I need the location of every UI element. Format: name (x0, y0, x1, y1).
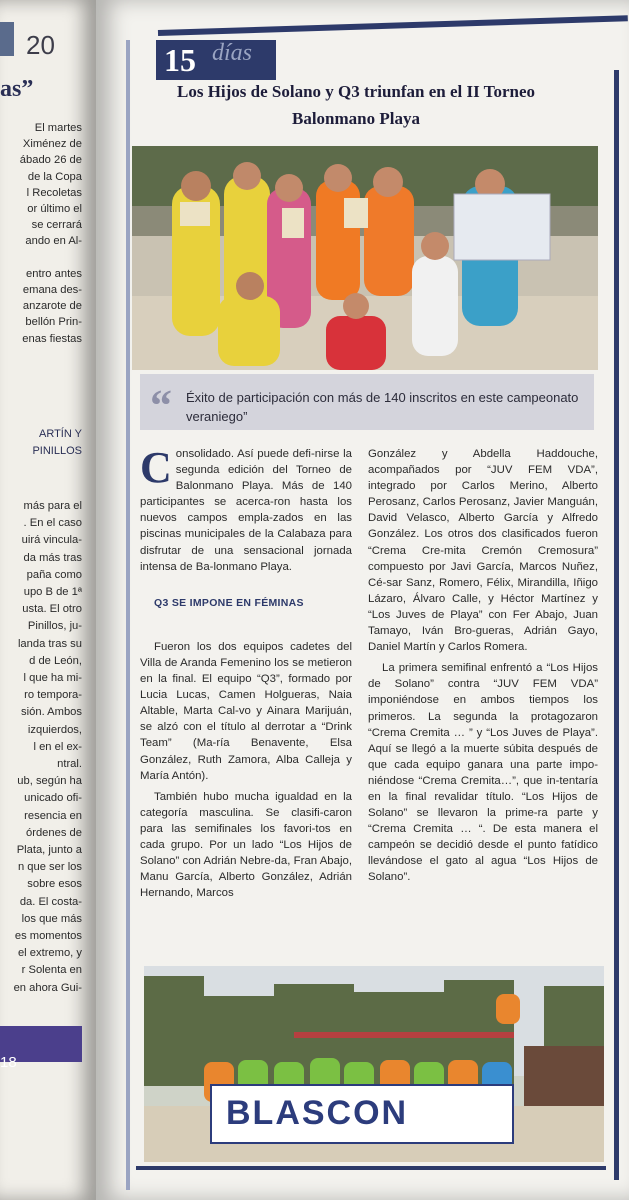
snippet_bottom-line: n que ser los (17, 861, 82, 874)
frame-right-rule (614, 70, 619, 1180)
left-page (0, 0, 96, 1200)
left-page-footer-number: 18 (0, 1054, 17, 1071)
frame-top-rule (158, 15, 628, 36)
snippet_bottom-line: ntral. (57, 758, 82, 770)
snippet_bottom-line: es momentos (14, 930, 82, 942)
page-tab (0, 22, 14, 56)
left-page-number: 20 (26, 30, 55, 60)
subtitle-line: ARTÍN Y (39, 428, 82, 440)
pull-quote (140, 374, 594, 430)
drop-cap: C (140, 443, 172, 492)
snippet_bottom-line: d de León, (29, 654, 82, 667)
column1-paragraph-2: Fueron los dos equipos cadetes del Villa de Aranda Femenino los se metieron en la final. El equipo “Q3”, formado por Lucia Lucas, Camen Holgueras, Naia Altable, Marta Cal-vo y Ainara Marijuán, se alzó con el título al derrotar a “Drink Team” (Ma-ría Benavente, Elsa González, Ruth Zamora, Alba Calleja y María Antón). (140, 640, 352, 782)
snippet_bottom-line: paña como (26, 568, 82, 581)
column1-paragraph-3: También hubo mucha igualdad en la categoría masculina. Se clasifi-caron para las semifinales los favori-tos en cada grupo. Por un lado “Los Hijos de Solano” con Adrián Nebre-da, Fran Abajo, Manu García, Alberto González, Adrián Hernando, Marcos (140, 790, 352, 900)
column2-paragraph-2: La primera semifinal enfrentó a “Los Hijos de Solano” contra “JUV FEM VDA” imponiéndose en ambos tiempos los primeros. La segunda la protagozaron “Crema Cremita … ” y “Los Juves de Playa”. Aquí se llegó a la muerte súbita después de que cada equipo ganara una parte impo-niéndose “Crema Cremita…”, que in-tentaría en la final revalidar título. “Los Hijos de Solano” se llevaron la prime-ra parte y “Crema Cremita … “. De esta manera el campeón se decidió desde el punto fatídico llevándose el gato al agua “Los Hijos de Solano”. (368, 662, 598, 884)
snippet_bottom-line: resencia en (24, 809, 82, 822)
headline: Los Hijos de Solano y Q3 triunfan en el II Torneo Balonmano Playa (176, 82, 535, 128)
snippet_bottom-line: landa tras su (17, 637, 82, 650)
snippet_bottom-line: r Solenta en (21, 964, 82, 977)
snippet_bottom-line: en ahora Gui- (13, 981, 82, 994)
snippet_top-line: bellón Prin- (25, 316, 82, 329)
snippet_bottom-line: el extremo, y (17, 947, 82, 960)
snippet_bottom-line: . En el caso (23, 517, 82, 530)
snippet_top-line: El martes (34, 122, 82, 134)
column1-intro: onsolidado. Así puede defi-nirse la segunda edición del Torneo de Balonmano Playa. Más de 140 participantes se acerca-ron hasta los nuevos campos empla-zados en las piscinas municipales de la Calabaza para disfrutar de una sensacional jornada intensa de Ba-lonmano Playa. (140, 448, 352, 573)
snippet_bottom-line: l en el ex- (33, 740, 82, 753)
snippet_top-line: or último el (27, 203, 82, 215)
sponsor-banner (210, 1084, 514, 1144)
snippet_bottom-line: da. El costa- (19, 895, 82, 908)
subtitle-line: PINILLOS (32, 445, 82, 457)
snippet_bottom-line: uirá vincula- (21, 534, 82, 547)
column2-paragraph-1: González y Abdella Haddouche, acompañados por “JUV FEM VDA”, integrado por Carlos Merino, Alberto Perosanz, Carlos Perosanz, Javier Manguán, David Velasco, Alberto García y Alfredo González. Los otros dos clasificados fueron “Crema Cre-mita Cremón Cremosura” compuesto por Javi García, Marcos Nuñez, Cé-sar Sanz, Romero, Félix, Mirandilla, Iñigo Lázaro, Álvaro Calle, y Héctor Martínez y “Los Juves de Playa” con Fer Abajo, Juan Tamayo, Iván Bro-gueras, Adrián Gayo, Daniel Martín y Carlos Romera. (368, 448, 598, 654)
snippet_bottom-line: órdenes de (26, 826, 82, 839)
snippet_top-line: enas fiestas (22, 332, 82, 345)
snippet_bottom-line: da más tras (23, 551, 82, 564)
snippet_top-line: ábado 26 de (19, 154, 82, 167)
section-subhead: Q3 SE IMPONE EN FÉMINAS (154, 596, 304, 609)
frame-left-rule (126, 40, 130, 1190)
snippet_bottom-line: Plata, junto a (16, 844, 82, 856)
section-number: 15 (164, 42, 196, 78)
snippet_bottom-line: Pinillos, ju- (27, 620, 82, 633)
team-photo-men (144, 966, 604, 1162)
snippet_bottom-line: los que más (21, 912, 82, 925)
team-photo-women (132, 146, 598, 370)
snippet_top-line: emana des- (22, 284, 82, 296)
snippet_bottom-line: usta. El otro (22, 603, 82, 616)
snippet_bottom-line: ub, según ha (17, 775, 82, 788)
article-column-1 (140, 443, 352, 906)
snippet_bottom-line: upo B de 1ª (23, 586, 82, 598)
snippet_bottom-line: l que ha mi- (23, 672, 82, 684)
snippet_top-line: de la Copa (27, 170, 82, 183)
sponsor-banner-text: BLASCON (226, 1094, 409, 1132)
snippet_top-line: Ximénez de (22, 138, 82, 151)
snippet_bottom-line: ro tempora- (24, 689, 82, 702)
snippet_bottom-line: más para el (23, 500, 82, 512)
section-word: días (212, 40, 253, 66)
snippet_bottom-line: sobre esos (27, 878, 82, 891)
article-column-2 (368, 446, 598, 891)
snippet_top-line: l Recoletas (26, 186, 82, 199)
pull-quote-text: Éxito de participación con más de 140 inscritos en este campeonato veraniego” (186, 390, 579, 424)
right-page (96, 0, 629, 1200)
snippet_top-line: anzarote de (22, 300, 82, 313)
quote-mark-icon: “ (150, 381, 172, 430)
snippet_bottom-line: izquierdos, (27, 723, 82, 736)
snippet_top-line: se cerrará (31, 219, 82, 232)
left-page-quote-fragment: as” (0, 76, 34, 102)
snippet_top-line: ando en Al- (25, 235, 82, 248)
snippet_top-line: entro antes (26, 267, 82, 280)
snippet_bottom-line: sión. Ambos (21, 706, 82, 719)
snippet_bottom-line: unicado ofi- (24, 792, 82, 805)
section-badge (156, 40, 276, 80)
frame-bottom-rule (136, 1166, 606, 1170)
